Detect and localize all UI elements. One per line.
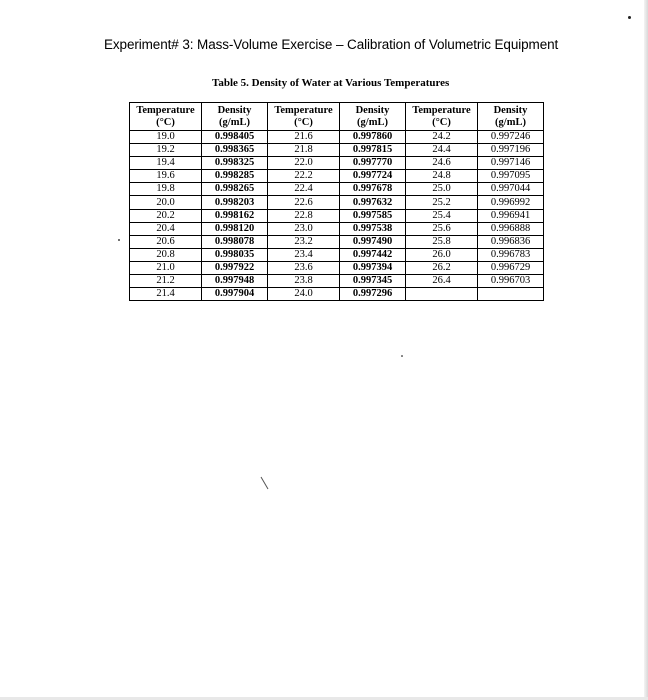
density-cell: 0.996836 (478, 235, 544, 248)
table-body (130, 131, 544, 301)
table-row (130, 196, 544, 209)
density-cell: 0.998325 (202, 157, 268, 170)
temperature-cell: 23.0 (268, 222, 340, 235)
density-cell: 0.996703 (478, 275, 544, 288)
table-row (130, 144, 544, 157)
density-cell (478, 288, 544, 301)
density-cell: 0.997815 (340, 144, 406, 157)
density-cell: 0.997724 (340, 170, 406, 183)
temperature-cell: 21.6 (268, 131, 340, 144)
temperature-cell: 23.4 (268, 248, 340, 261)
density-cell: 0.998285 (202, 170, 268, 183)
density-cell: 0.997095 (478, 170, 544, 183)
table-row (130, 288, 544, 301)
temperature-cell: 20.8 (130, 248, 202, 261)
column-header: Temperature (°C) (406, 103, 478, 131)
density-cell: 0.997678 (340, 183, 406, 196)
temperature-cell: 19.4 (130, 157, 202, 170)
temperature-cell: 22.0 (268, 157, 340, 170)
scan-speck (401, 355, 403, 357)
temperature-cell: 24.0 (268, 288, 340, 301)
density-cell: 0.996888 (478, 222, 544, 235)
density-cell: 0.998035 (202, 248, 268, 261)
temperature-cell: 21.8 (268, 144, 340, 157)
temperature-cell: 24.2 (406, 131, 478, 144)
temperature-cell: 24.6 (406, 157, 478, 170)
density-cell: 0.997345 (340, 275, 406, 288)
temperature-cell: 22.2 (268, 170, 340, 183)
density-cell: 0.998203 (202, 196, 268, 209)
column-header: Density (g/mL) (478, 103, 544, 131)
column-header: Temperature (°C) (130, 103, 202, 131)
temperature-cell: 23.6 (268, 261, 340, 274)
column-header: Temperature (°C) (268, 103, 340, 131)
table-row (130, 157, 544, 170)
density-cell: 0.998078 (202, 235, 268, 248)
table-row (130, 170, 544, 183)
temperature-cell: 24.4 (406, 144, 478, 157)
table-row (130, 261, 544, 274)
temperature-cell: 26.4 (406, 275, 478, 288)
temperature-cell: 26.0 (406, 248, 478, 261)
density-cell: 0.998405 (202, 131, 268, 144)
temperature-cell: 22.8 (268, 209, 340, 222)
density-cell: 0.998120 (202, 222, 268, 235)
temperature-cell: 22.6 (268, 196, 340, 209)
density-cell: 0.997246 (478, 131, 544, 144)
table-row (130, 248, 544, 261)
density-cell: 0.997296 (340, 288, 406, 301)
document-title: Experiment# 3: Mass-Volume Exercise – Calibration of Volumetric Equipment (104, 37, 559, 52)
density-cell: 0.997585 (340, 209, 406, 222)
table-row (130, 209, 544, 222)
table-row (130, 275, 544, 288)
scan-speck (118, 239, 120, 241)
density-cell: 0.997146 (478, 157, 544, 170)
temperature-cell: 25.2 (406, 196, 478, 209)
temperature-cell: 23.2 (268, 235, 340, 248)
density-cell: 0.997948 (202, 275, 268, 288)
density-cell: 0.997860 (340, 131, 406, 144)
table-row (130, 183, 544, 196)
temperature-cell: 21.2 (130, 275, 202, 288)
temperature-cell: 20.4 (130, 222, 202, 235)
density-cell: 0.997394 (340, 261, 406, 274)
density-cell: 0.997044 (478, 183, 544, 196)
density-cell: 0.997904 (202, 288, 268, 301)
density-cell: 0.997922 (202, 261, 268, 274)
density-cell: 0.997442 (340, 248, 406, 261)
temperature-cell: 20.0 (130, 196, 202, 209)
density-cell: 0.998162 (202, 209, 268, 222)
density-cell: 0.997490 (340, 235, 406, 248)
pen-mark (261, 477, 269, 490)
temperature-cell: 26.2 (406, 261, 478, 274)
temperature-cell: 20.2 (130, 209, 202, 222)
temperature-cell (406, 288, 478, 301)
stray-mark (628, 16, 631, 19)
density-table (129, 102, 544, 301)
temperature-cell: 22.4 (268, 183, 340, 196)
table-row (130, 235, 544, 248)
column-header: Density (g/mL) (340, 103, 406, 131)
density-cell: 0.998265 (202, 183, 268, 196)
table-header-row (130, 103, 544, 131)
temperature-cell: 19.0 (130, 131, 202, 144)
column-header: Density (g/mL) (202, 103, 268, 131)
temperature-cell: 20.6 (130, 235, 202, 248)
density-cell: 0.996992 (478, 196, 544, 209)
density-cell: 0.998365 (202, 144, 268, 157)
temperature-cell: 19.6 (130, 170, 202, 183)
temperature-cell: 25.0 (406, 183, 478, 196)
temperature-cell: 24.8 (406, 170, 478, 183)
page-edge-shadow (644, 0, 648, 700)
temperature-cell: 25.8 (406, 235, 478, 248)
table-row (130, 222, 544, 235)
table-row (130, 131, 544, 144)
temperature-cell: 21.0 (130, 261, 202, 274)
density-cell: 0.997632 (340, 196, 406, 209)
density-cell: 0.996783 (478, 248, 544, 261)
temperature-cell: 21.4 (130, 288, 202, 301)
temperature-cell: 19.8 (130, 183, 202, 196)
density-cell: 0.997770 (340, 157, 406, 170)
density-cell: 0.996941 (478, 209, 544, 222)
table-caption: Table 5. Density of Water at Various Temperatures (212, 77, 450, 89)
temperature-cell: 19.2 (130, 144, 202, 157)
density-cell: 0.997538 (340, 222, 406, 235)
density-cell: 0.996729 (478, 261, 544, 274)
density-cell: 0.997196 (478, 144, 544, 157)
temperature-cell: 23.8 (268, 275, 340, 288)
temperature-cell: 25.4 (406, 209, 478, 222)
temperature-cell: 25.6 (406, 222, 478, 235)
